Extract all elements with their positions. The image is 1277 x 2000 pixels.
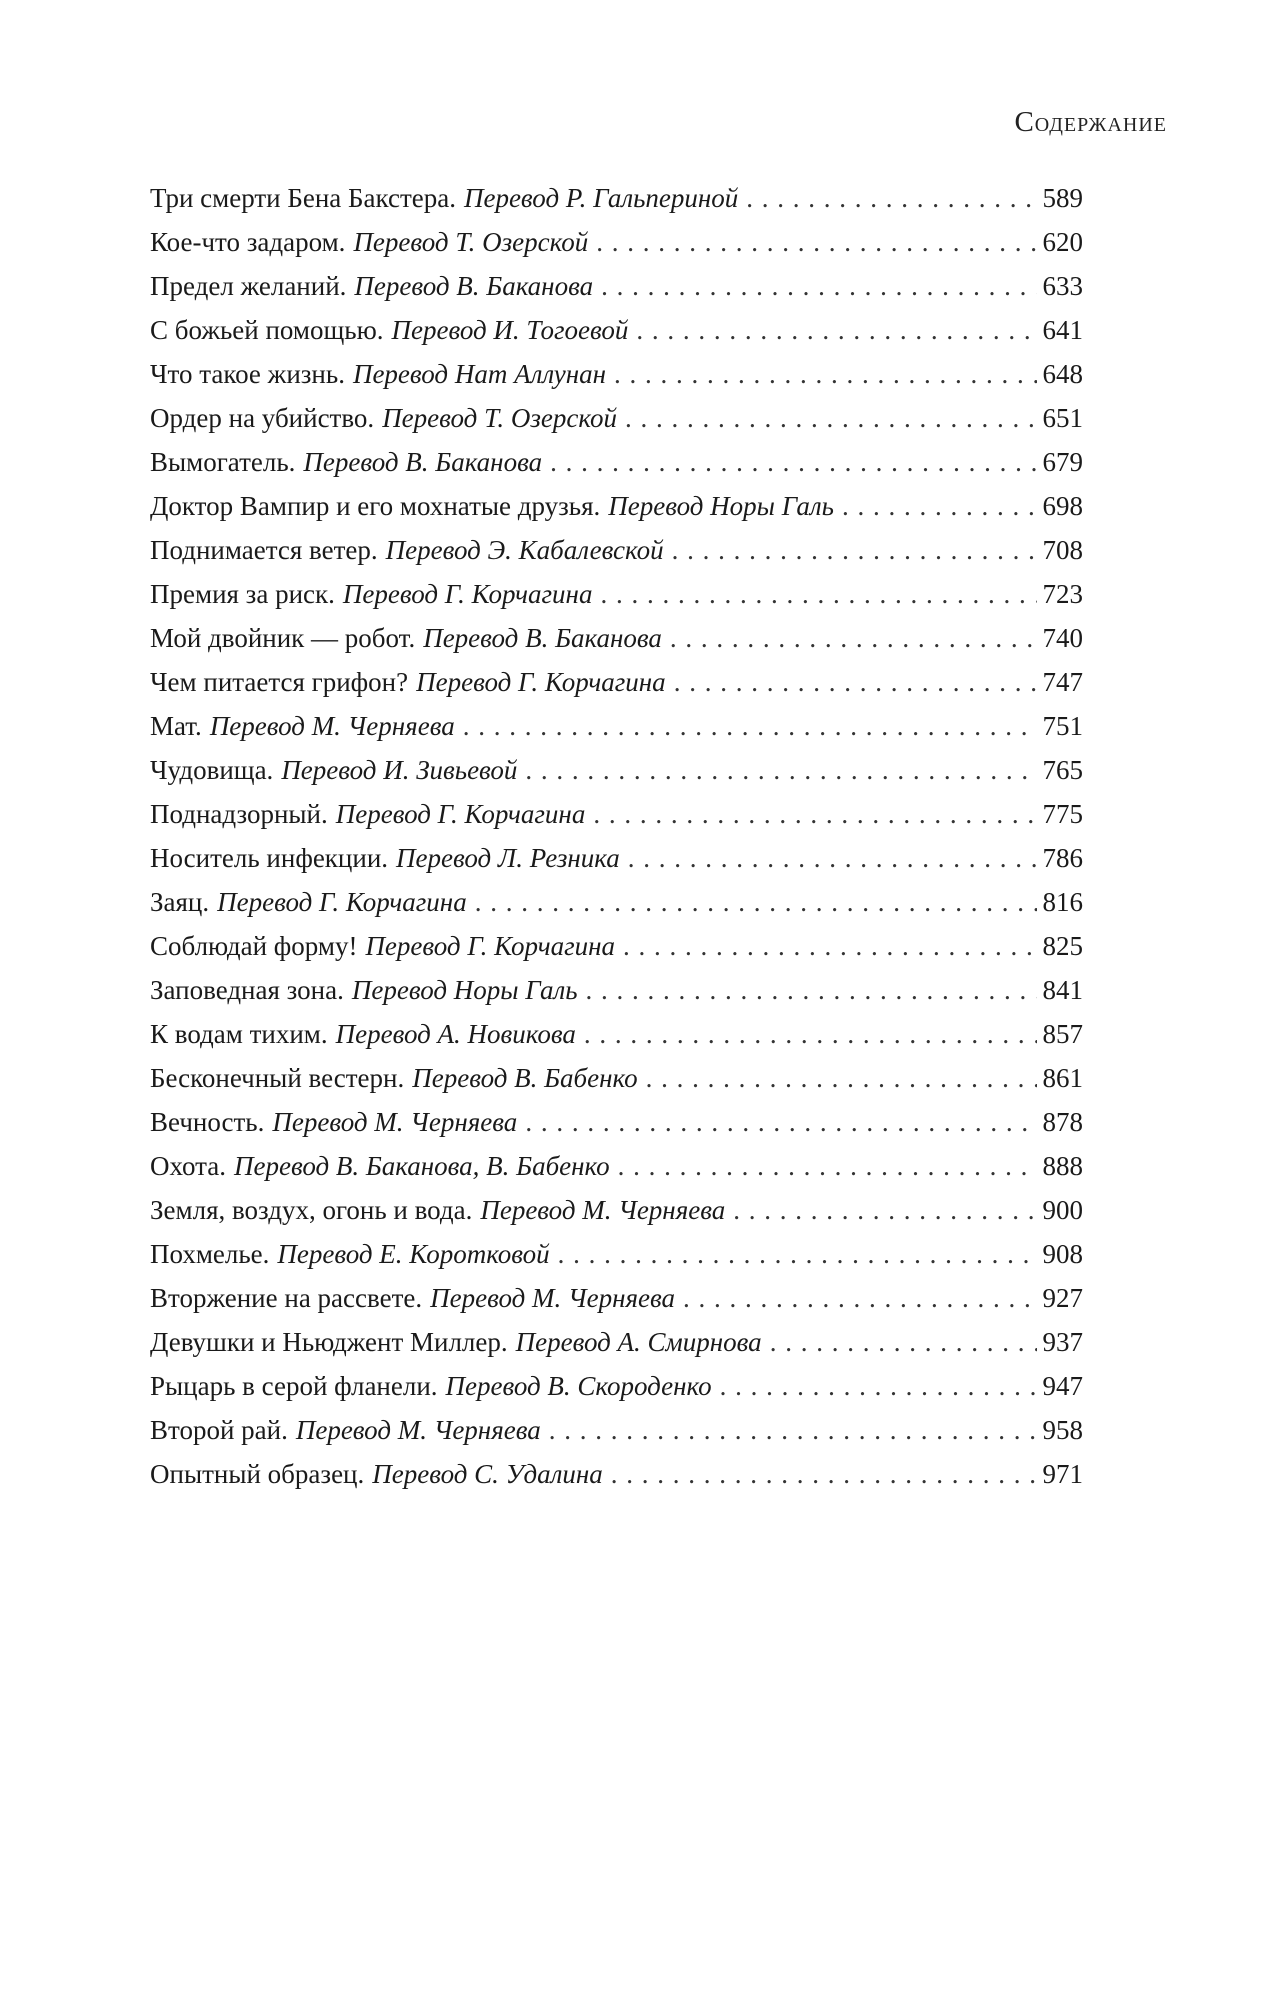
toc-entry xyxy=(150,1144,1083,1188)
toc-entry-title: Похмелье. xyxy=(150,1239,270,1269)
toc-entry xyxy=(150,1232,1083,1276)
toc-entry-title: Бесконечный вестерн. xyxy=(150,1063,405,1093)
toc-entry-translator: Перевод Э. Кабалевской xyxy=(385,535,664,565)
toc-entry-translator: Перевод Л. Резника xyxy=(396,843,620,873)
toc-entry-page-number: 620 xyxy=(1042,227,1083,257)
toc-entry-page-number: 971 xyxy=(1042,1459,1083,1489)
toc-entry xyxy=(150,484,1083,528)
toc-entry-translator: Перевод В. Бабенко xyxy=(412,1063,638,1093)
toc-entry-title: Охота. xyxy=(150,1151,226,1181)
toc-entry-page-number: 878 xyxy=(1042,1107,1083,1137)
dot-leader xyxy=(584,1012,1037,1056)
dot-leader xyxy=(674,660,1037,704)
dot-leader xyxy=(558,1232,1037,1276)
toc-entry-title: Поднимается ветер. xyxy=(150,535,378,565)
toc-entry-translator: Перевод А. Новикова xyxy=(335,1019,576,1049)
toc-entry-page-number: 723 xyxy=(1042,579,1083,609)
toc-entry xyxy=(150,1056,1083,1100)
toc-entry xyxy=(150,220,1083,264)
toc-entry xyxy=(150,176,1083,220)
toc-entry xyxy=(150,660,1083,704)
toc-entry-title: Второй рай. xyxy=(150,1415,288,1445)
toc-entry xyxy=(150,1012,1083,1056)
toc-entry-title: Заяц. xyxy=(150,887,210,917)
dot-leader xyxy=(586,968,1037,1012)
dot-leader xyxy=(720,1364,1037,1408)
toc-entry xyxy=(150,1320,1083,1364)
dot-leader xyxy=(475,880,1037,924)
toc-entry xyxy=(150,616,1083,660)
toc-entry xyxy=(150,528,1083,572)
toc-entry xyxy=(150,1364,1083,1408)
toc-entry xyxy=(150,880,1083,924)
dot-leader xyxy=(670,616,1037,660)
toc-entry-translator: Перевод Г. Корчагина xyxy=(416,667,666,697)
toc-entry-page-number: 841 xyxy=(1042,975,1083,1005)
dot-leader xyxy=(636,308,1036,352)
toc-entry-page-number: 740 xyxy=(1042,623,1083,653)
toc-entry xyxy=(150,1188,1083,1232)
dot-leader xyxy=(625,396,1037,440)
toc-entry-translator: Перевод М. Черняева xyxy=(430,1283,676,1313)
toc-entry-page-number: 648 xyxy=(1042,359,1083,389)
toc-entry-title: Доктор Вампир и его мохнатые друзья. xyxy=(150,491,601,521)
toc-entry-translator: Перевод И. Зивьевой xyxy=(281,755,518,785)
toc-entry xyxy=(150,572,1083,616)
toc-entry-page-number: 708 xyxy=(1042,535,1083,565)
toc-entry-title: Кое-что задаром. xyxy=(150,227,346,257)
toc-entry xyxy=(150,924,1083,968)
dot-leader xyxy=(600,572,1036,616)
toc-entry-translator: Перевод В. Скороденко xyxy=(445,1371,712,1401)
toc-entry-translator: Перевод Норы Галь xyxy=(608,491,834,521)
toc-entry-title: Носитель инфекции. xyxy=(150,843,389,873)
toc-entry-title: Вторжение на рассвете. xyxy=(150,1283,423,1313)
toc-entry-translator: Перевод Норы Галь xyxy=(351,975,578,1005)
toc-entry-title: Предел желаний. xyxy=(150,271,347,301)
toc-entry-page-number: 786 xyxy=(1042,843,1083,873)
dot-leader xyxy=(525,1100,1036,1144)
toc-entry-title: Три смерти Бена Бакстера. xyxy=(150,183,456,213)
toc-entry-translator: Перевод Г. Корчагина xyxy=(335,799,586,829)
toc-entry-translator: Перевод Г. Корчагина xyxy=(217,887,467,917)
toc-entry-page-number: 651 xyxy=(1042,403,1083,433)
dot-leader xyxy=(463,704,1037,748)
toc-entry-page-number: 857 xyxy=(1042,1019,1083,1049)
toc-entry-title: Рыцарь в серой фланели. xyxy=(150,1371,438,1401)
toc-entry xyxy=(150,440,1083,484)
toc-entry-title: Заповедная зона. xyxy=(150,975,344,1005)
toc-entry-title: Земля, воздух, огонь и вода. xyxy=(150,1195,473,1225)
toc-entry-translator: Перевод В. Баканова xyxy=(303,447,543,477)
toc-entry xyxy=(150,264,1083,308)
toc-entry-page-number: 927 xyxy=(1042,1283,1083,1313)
toc-entry-translator: Перевод Т. Озерской xyxy=(353,227,589,257)
toc-entry-page-number: 861 xyxy=(1042,1063,1083,1093)
toc-entry-title: Соблюдай форму! xyxy=(150,931,358,961)
toc-entry xyxy=(150,352,1083,396)
toc-entry xyxy=(150,792,1083,836)
toc-entry-title: К водам тихим. xyxy=(150,1019,328,1049)
dot-leader xyxy=(770,1320,1037,1364)
toc-entry xyxy=(150,308,1083,352)
toc-entry xyxy=(150,968,1083,1012)
toc-entry-translator: Перевод М. Черняева xyxy=(272,1107,518,1137)
dot-leader xyxy=(683,1276,1036,1320)
toc-entry-translator: Перевод Г. Корчагина xyxy=(342,579,593,609)
toc-entry-page-number: 947 xyxy=(1042,1371,1083,1401)
toc-entry-translator: Перевод В. Баканова, В. Бабенко xyxy=(233,1151,610,1181)
running-head: Содержание xyxy=(1014,106,1167,138)
toc-entry-translator: Перевод Р. Гальпериной xyxy=(463,183,739,213)
toc-entry-page-number: 698 xyxy=(1042,491,1083,521)
toc-entry-title: С божьей помощью. xyxy=(150,315,384,345)
dot-leader xyxy=(611,1452,1037,1496)
toc-entry-title: Ордер на убийство. xyxy=(150,403,375,433)
dot-leader xyxy=(646,1056,1037,1100)
toc-entry-translator: Перевод В. Баканова xyxy=(423,623,662,653)
dot-leader xyxy=(550,440,1036,484)
toc-entry xyxy=(150,396,1083,440)
toc-entry xyxy=(150,1276,1083,1320)
toc-entry-translator: Перевод Т. Озерской xyxy=(382,403,617,433)
toc-entry-translator: Перевод А. Смирнова xyxy=(515,1327,762,1357)
toc-entry-title: Вымогатель. xyxy=(150,447,296,477)
toc-entry xyxy=(150,1100,1083,1144)
toc-entry-title: Что такое жизнь. xyxy=(150,359,345,389)
toc-entry-page-number: 888 xyxy=(1042,1151,1083,1181)
toc-entry-page-number: 751 xyxy=(1042,711,1083,741)
toc-entry-title: Чем питается грифон? xyxy=(150,667,409,697)
toc-entry-page-number: 633 xyxy=(1042,271,1083,301)
toc-entry-page-number: 825 xyxy=(1042,931,1083,961)
toc-entry-page-number: 908 xyxy=(1042,1239,1083,1269)
toc-entry-title: Чудовища. xyxy=(150,755,274,785)
toc-entry-page-number: 900 xyxy=(1042,1195,1083,1225)
dot-leader xyxy=(593,792,1036,836)
dot-leader xyxy=(746,176,1036,220)
dot-leader xyxy=(733,1188,1036,1232)
toc-entry-title: Девушки и Ньюджент Миллер. xyxy=(150,1327,508,1357)
toc-entry xyxy=(150,836,1083,880)
toc-entry-translator: Перевод Е. Коротковой xyxy=(277,1239,550,1269)
dot-leader xyxy=(596,220,1036,264)
dot-leader xyxy=(618,1144,1037,1188)
toc-entry xyxy=(150,1408,1083,1452)
dot-leader xyxy=(614,352,1036,396)
toc-entry-translator: Перевод М. Черняева xyxy=(295,1415,541,1445)
toc-entry-translator: Перевод Нат Аллунан xyxy=(352,359,607,389)
toc-entry-title: Опытный образец. xyxy=(150,1459,365,1489)
dot-leader xyxy=(549,1408,1037,1452)
dot-leader xyxy=(628,836,1037,880)
toc-entry-translator: Перевод М. Черняева xyxy=(209,711,455,741)
toc-entry-page-number: 679 xyxy=(1042,447,1083,477)
toc-entry-title: Поднадзорный. xyxy=(150,799,328,829)
table-of-contents xyxy=(150,176,1083,1496)
toc-entry-title: Вечность. xyxy=(150,1107,265,1137)
toc-entry-page-number: 937 xyxy=(1042,1327,1083,1357)
toc-entry-page-number: 765 xyxy=(1042,755,1083,785)
dot-leader xyxy=(601,264,1036,308)
dot-leader xyxy=(623,924,1036,968)
toc-entry-page-number: 775 xyxy=(1042,799,1083,829)
toc-entry-translator: Перевод Г. Корчагина xyxy=(365,931,616,961)
toc-entry-translator: Перевод С. Удалина xyxy=(372,1459,603,1489)
toc-entry xyxy=(150,1452,1083,1496)
toc-entry-title: Мой двойник — робот. xyxy=(150,623,416,653)
toc-entry-title: Премия за риск. xyxy=(150,579,335,609)
toc-entry-page-number: 958 xyxy=(1042,1415,1083,1445)
toc-entry-page-number: 589 xyxy=(1042,183,1083,213)
toc-entry-page-number: 641 xyxy=(1042,315,1083,345)
toc-entry-translator: Перевод И. Тогоевой xyxy=(391,315,629,345)
toc-entry xyxy=(150,748,1083,792)
toc-entry-translator: Перевод М. Черняева xyxy=(480,1195,726,1225)
dot-leader xyxy=(672,528,1037,572)
dot-leader xyxy=(525,748,1036,792)
toc-entry-translator: Перевод В. Баканова xyxy=(354,271,594,301)
toc-entry xyxy=(150,704,1083,748)
dot-leader xyxy=(842,484,1037,528)
toc-entry-page-number: 816 xyxy=(1042,887,1083,917)
toc-entry-page-number: 747 xyxy=(1042,667,1083,697)
toc-entry-title: Мат. xyxy=(150,711,202,741)
